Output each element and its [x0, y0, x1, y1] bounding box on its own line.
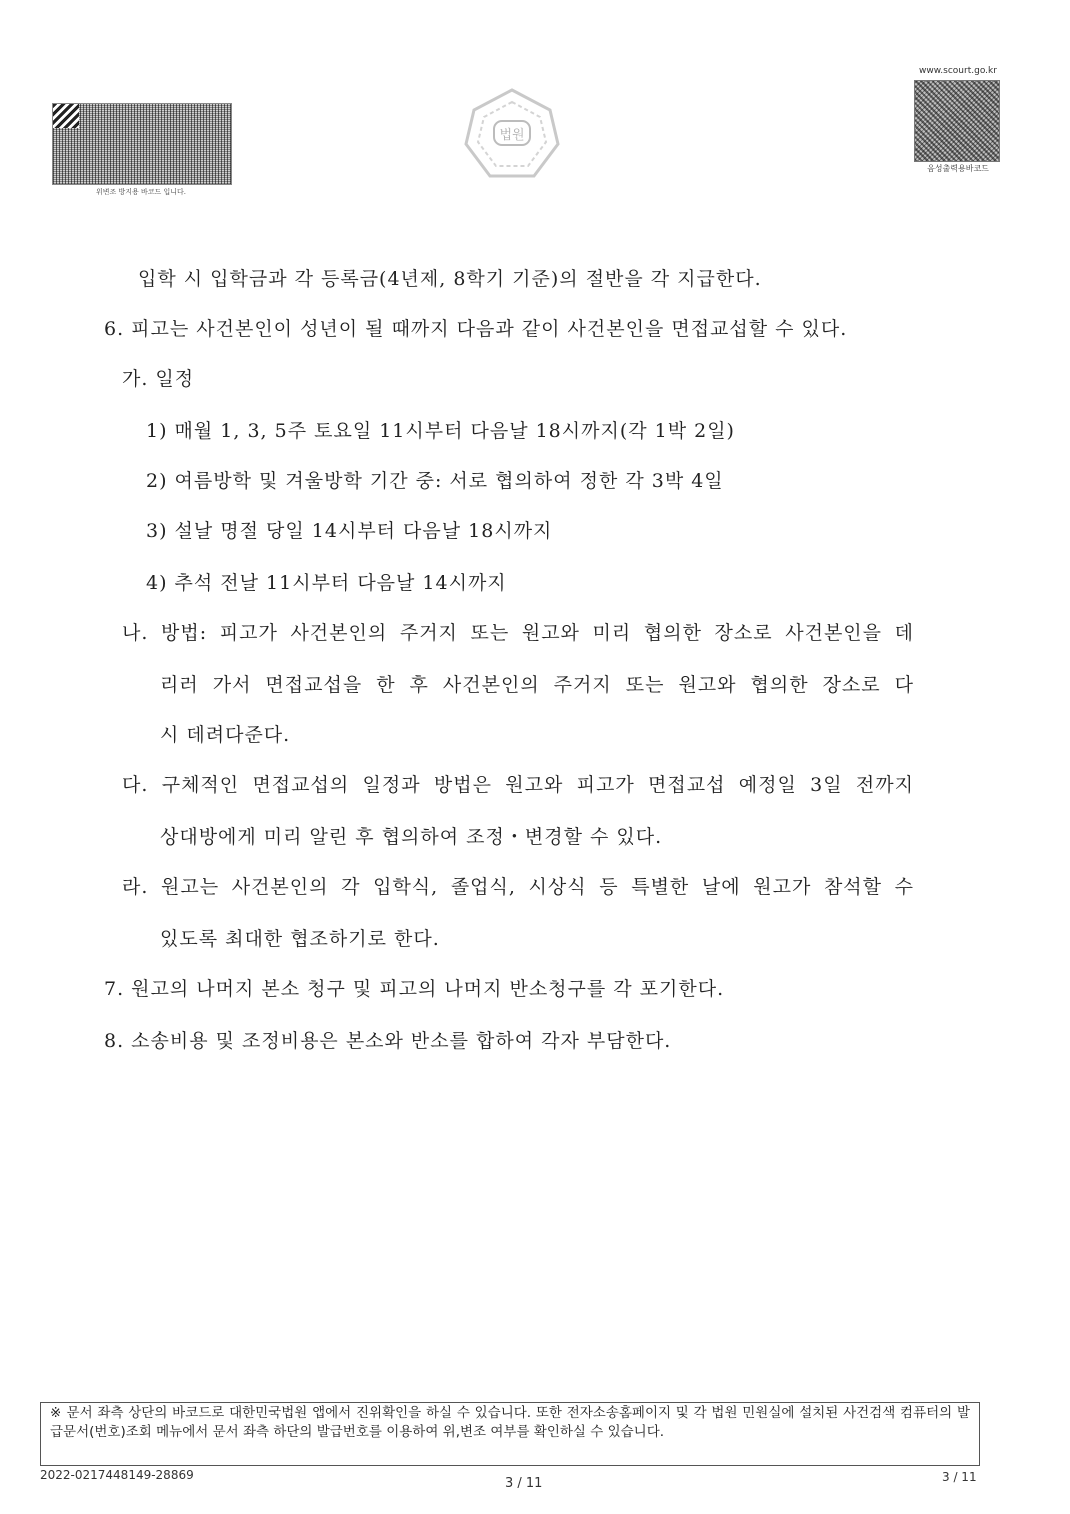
item-6: 6. 피고는 사건본인이 성년이 될 때까지 다음과 같이 사건본인을 면접교섭할 수 있다. [104, 318, 848, 340]
seal-label: 법원 [499, 128, 525, 143]
page-number-center: 3 / 11 [505, 1476, 543, 1491]
item-8: 8. 소송비용 및 조정비용은 본소와 반소를 합하여 각자 부담한다. [104, 1030, 672, 1052]
barcode-right-caption: 음성출력용바코드 [927, 164, 989, 173]
court-seal-icon [462, 86, 562, 182]
sub-item-da-cont: 상대방에게 미리 알린 후 협의하여 조정・변경할 수 있다. [160, 826, 663, 848]
anti-forgery-barcode [52, 103, 232, 185]
sub-item-ra-cont: 있도록 최대한 협조하기로 한다. [160, 928, 440, 950]
schedule-1: 1) 매월 1, 3, 5주 토요일 11시부터 다음날 18시까지(각 1박 2일) [146, 420, 735, 442]
issue-number: 2022-0217448149-28869 [40, 1468, 194, 1482]
sub-item-ra: 라. 원고는 사건본인의 각 입학식, 졸업식, 시상식 등 특별한 날에 원고가 참석할 수 [122, 876, 914, 898]
sub-item-da: 다. 구체적인 면접교섭의 일정과 방법은 원고와 피고가 면접교섭 예정일 3일 전까지 [122, 774, 914, 796]
barcode-right-url: www.scourt.go.kr [919, 66, 997, 76]
voice-output-barcode [914, 80, 1000, 162]
verification-notice: ※ 문서 좌측 상단의 바코드로 대한민국법원 앱에서 진위확인을 하실 수 있습니다. 또한 전자소송홈페이지 및 각 법원 민원실에 설치된 사건검색 컴퓨터의 발급문서(번호)조회 메뉴에서 문서 좌측 하단의 발급번호를 이용하여 위,변조 여부를 확인하실 수 있습니다. [50, 1405, 970, 1440]
schedule-2: 2) 여름방학 및 겨울방학 기간 중: 서로 협의하여 정한 각 3박 4일 [146, 470, 724, 492]
sub-item-na-cont-2: 시 데려다준다. [160, 724, 291, 746]
sub-item-ga: 가. 일정 [122, 368, 195, 390]
sub-item-na: 나. 방법: 피고가 사건본인의 주거지 또는 원고와 미리 협의한 장소로 사건본인을 데 [122, 622, 914, 644]
schedule-4: 4) 추석 전날 11시부터 다음날 14시까지 [146, 572, 507, 594]
page-number-right: 3 / 11 [942, 1470, 977, 1484]
schedule-3: 3) 설날 명절 당일 14시부터 다음날 18시까지 [146, 520, 553, 542]
sub-item-na-cont-1: 리러 가서 면접교섭을 한 후 사건본인의 주거지 또는 원고와 협의한 장소로 다 [160, 674, 914, 696]
body-line-1: 입학 시 입학금과 각 등록금(4년제, 8학기 기준)의 절반을 각 지급한다. [138, 268, 762, 290]
barcode-corner-mark [53, 104, 79, 128]
barcode-left-caption: 위변조 방지용 바코드 입니다. [95, 188, 187, 196]
item-7: 7. 원고의 나머지 본소 청구 및 피고의 나머지 반소청구를 각 포기한다. [104, 978, 725, 1000]
